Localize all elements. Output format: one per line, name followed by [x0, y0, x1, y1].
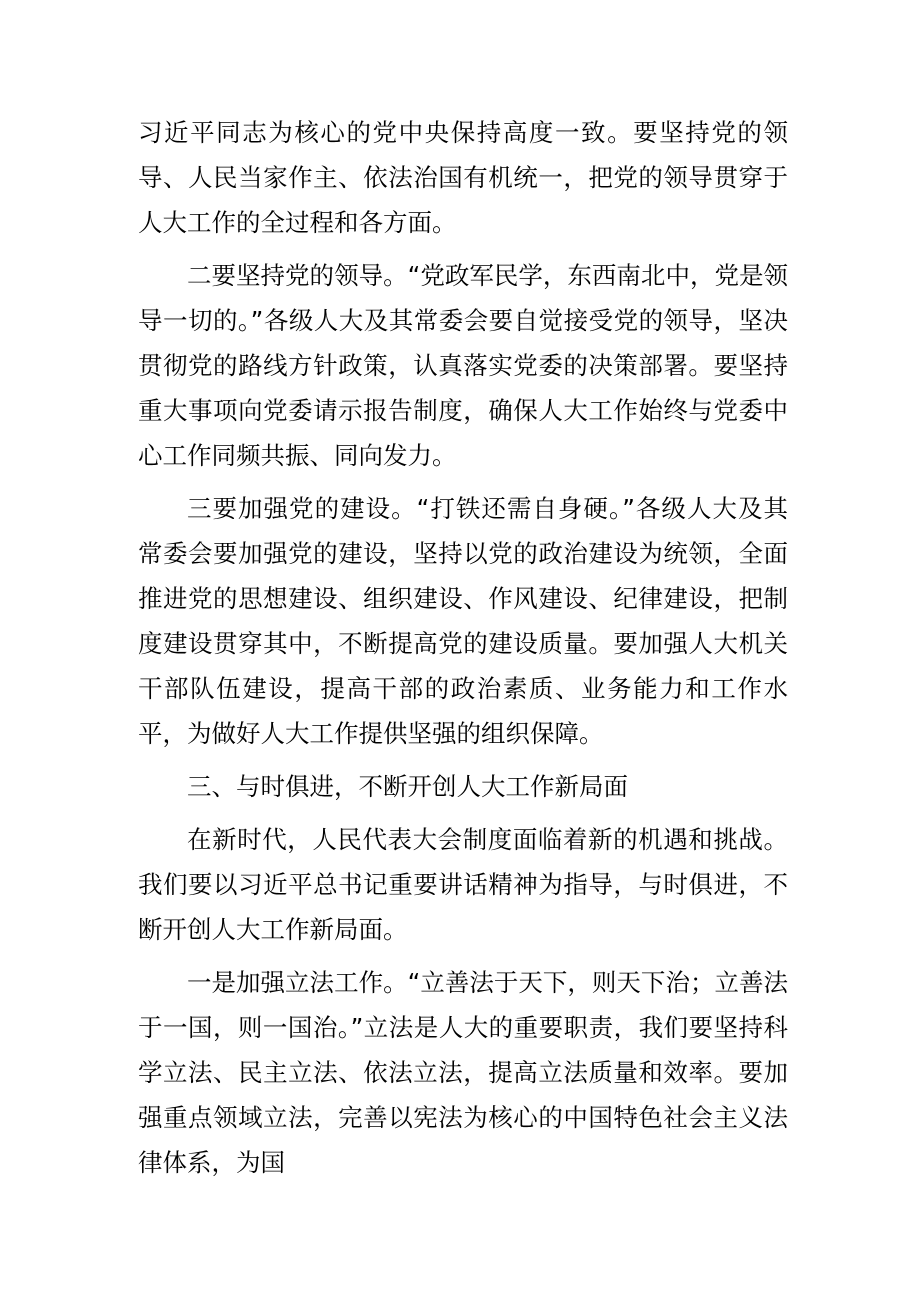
paragraph-party-leadership: 二要坚持党的领导。“党政军民学，东西南北中，党是领导一切的。”各级人大及其常委会要自觉接受党的领导，坚决贯彻党的路线方针政策，认真落实党委的决策部署。要坚持重大事项向党委请示报告制度，确保人大工作始终与党委中心工作同频共振、同向发力。: [138, 261, 788, 470]
paragraph-continued: 习近平同志为核心的党中央保持高度一致。要坚持党的领导、人民当家作主、依法治国有机统一，把党的领导贯穿于人大工作的全过程和各方面。: [138, 118, 788, 237]
paragraph-legislation: 一是加强立法工作。“立善法于天下，则天下治；立善法于一国，则一国治。”立法是人大的重要职责，我们要坚持科学立法、民主立法、依法立法，提高立法质量和效率。要加强重点领域立法，完善以宪法为核心的中国特色社会主义法律体系，为国: [138, 968, 788, 1177]
paragraph-new-era: 在新时代，人民代表大会制度面临着新的机遇和挑战。我们要以习近平总书记重要讲话精神为指导，与时俱进，不断开创人大工作新局面。: [138, 825, 788, 944]
paragraph-party-building: 三要加强党的建设。“打铁还需自身硬。”各级人大及其常委会要加强党的建设，坚持以党的政治建设为统领，全面推进党的思想建设、组织建设、作风建设、纪律建设，把制度建设贯穿其中，不断提高党的建设质量。要加强人大机关干部队伍建设，提高干部的政治素质、业务能力和工作水平，为做好人大工作提供坚强的组织保障。: [138, 494, 788, 748]
document-body: [138, 110, 788, 1193]
section-heading-three: 三、与时俱进，不断开创人大工作新局面: [187, 772, 628, 801]
